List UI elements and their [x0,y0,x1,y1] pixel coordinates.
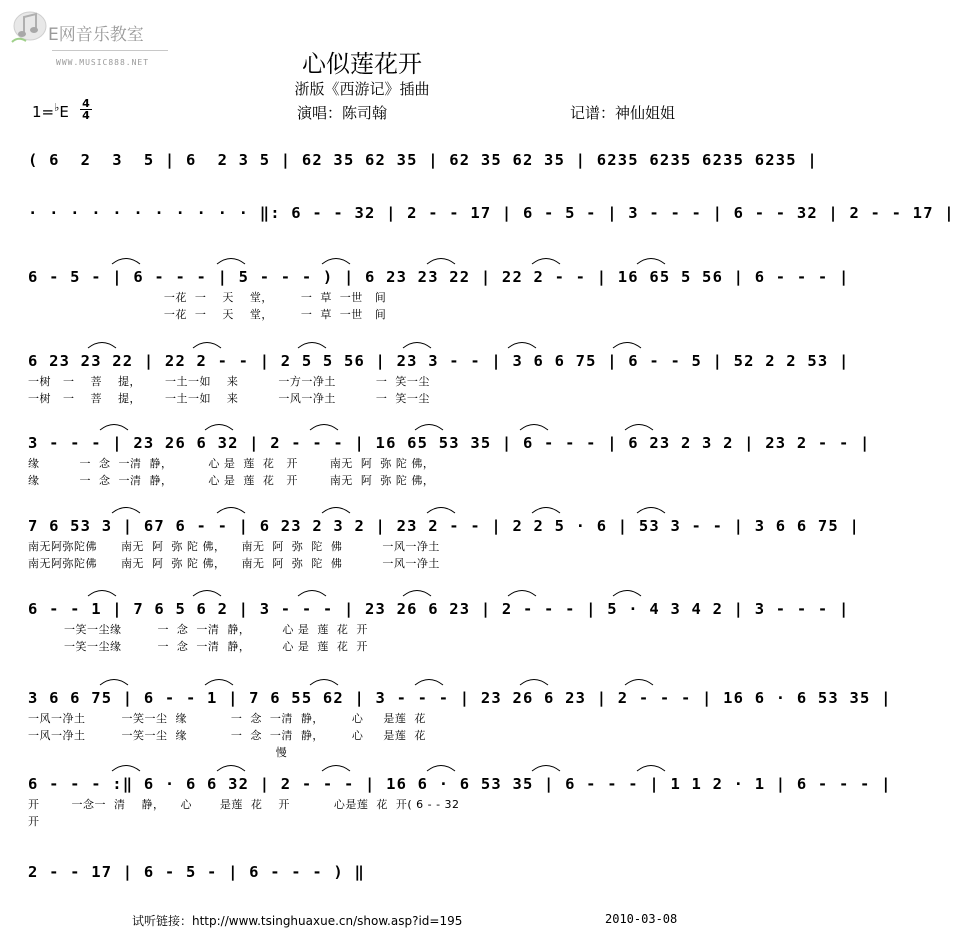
lyric-line: 一树 一 菩 提， 一土一如 来 一方一净土 一 笑一尘 [28,375,430,388]
score-line [28,148,818,172]
slur-arc [322,508,350,514]
key-letter: E [59,103,69,121]
slur-arc [637,259,665,265]
slur-arc [112,508,140,514]
score-line [28,772,892,830]
score-line [28,349,850,407]
music-note-logo-icon [8,8,50,46]
slur-arc [100,425,128,431]
lyric-line: 一风一净土 一笑一尘 缘 一 念 一清 静， 心 是莲 花 [28,712,426,725]
slur-arc [532,508,560,514]
lyric-line: 开 [28,815,40,828]
slur-arc [112,259,140,265]
slur-arc [625,425,653,431]
slur-arc [217,508,245,514]
slur-arc [193,343,221,349]
score-line [28,860,700,884]
slur-arc [217,766,245,772]
slur-arc [520,680,548,686]
slur-arc [205,425,233,431]
lyric-line: 慢 [28,746,288,759]
slur-arc [415,425,443,431]
slur-arc [298,343,326,349]
slur-arc [310,425,338,431]
listen-link[interactable]: 试听链接：http://www.tsinghuaxue.cn/show.asp?id=195 [132,914,463,928]
score-line [28,686,892,761]
slur-arc [427,259,455,265]
slur-arc [532,259,560,265]
key-signature [32,101,69,121]
meter-top: 4 [82,97,90,110]
song-title: 心似莲花开 [302,50,422,78]
lyric-line: 开 一念一 清 静， 心 是莲 花 开 心是莲 花 开( 6 - - 32 [28,798,460,811]
key-prefix: 1= [32,103,55,121]
notation-line: 6 23 23 22 | 22 2 - - | 2 5 5 56 | 23 3 - - | 3 6 6 75 | 6 - - 5 | 52 2 2 53 | [28,352,850,370]
slur-arc [508,591,536,597]
score-line [28,514,861,572]
slur-arc [403,591,431,597]
site-url: WWW.MUSIC888.NET [56,58,150,67]
slur-arc [88,591,116,597]
meter-bottom: 4 [80,109,92,121]
slur-arc [613,343,641,349]
score-line [28,265,850,323]
notation-line: 2 - - 17 | 6 - 5 - | 6 - - - ) ‖ [28,863,366,881]
lyric-line: 缘 一 念 一清 静， 心 是 莲 花 开 南无 阿 弥 陀 佛， [28,474,435,487]
slur-arc [520,425,548,431]
lyric-line: 一花 一 天 堂， 一 草 一世 间 [28,291,387,304]
slur-arc [322,259,350,265]
notation-line: 6 - - 1 | 7 6 5 6 2 | 3 - - - | 23 26 6 23 | 2 - - - | 5 · 4 3 4 2 | 3 - - - | [28,600,850,618]
slur-arc [508,343,536,349]
transcriber-credit: 记谱：神仙姐姐 [570,104,676,122]
song-subtitle: 浙版《西游记》插曲 [294,80,430,98]
slur-arc [310,680,338,686]
slur-arc [217,259,245,265]
slur-arc [532,766,560,772]
slur-arc [427,508,455,514]
score-line [28,597,850,655]
slur-arc [427,766,455,772]
flat-sign: ♭ [54,101,60,114]
slur-arc [403,343,431,349]
notation-line: · · · · · · · · · · · ‖: 6 - - 32 | 2 - - 17 | 6 - 5 - | 3 - - - | 6 - - 32 | 2 - - 17 | [28,204,955,222]
slur-arc [88,343,116,349]
slur-arc [625,680,653,686]
slur-arc [637,766,665,772]
slur-arc [298,591,326,597]
score-line [28,201,955,225]
slur-arc [637,508,665,514]
notation-line: 6 - - - :‖ 6 · 6 6 32 | 2 - - - | 16 6 · 6 53 35 | 6 - - - | 1 1 2 · 1 | 6 - - - | [28,775,892,793]
lyric-line: 一笑一尘缘 一 念 一清 静， 心 是 莲 花 开 [28,623,368,636]
slur-arc [205,680,233,686]
notation-line: 6 - 5 - | 6 - - - | 5 - - - ) | 6 23 23 22 | 22 2 - - | 16 65 5 56 | 6 - - - | [28,268,850,286]
notation-line: 7 6 53 3 | 67 6 - - | 6 23 2 3 2 | 23 2 - - | 2 2 5 · 6 | 53 3 - - | 3 6 6 75 | [28,517,861,535]
notation-line: ( 6 2 3 5 | 6 2 3 5 | 62 35 62 35 | 62 35 62 35 | 6235 6235 6235 6235 | [28,151,818,169]
date-stamp: 2010-03-08 [605,912,678,926]
singer-credit: 演唱：陈司翰 [297,104,388,122]
slur-arc [100,680,128,686]
site-name: E网音乐教室 [48,25,144,45]
lyric-line: 一笑一尘缘 一 念 一清 静， 心 是 莲 花 开 [28,640,368,653]
lyric-line: 一花 一 天 堂， 一 草 一世 间 [28,308,387,321]
slur-arc [415,680,443,686]
notation-line: 3 6 6 75 | 6 - - 1 | 7 6 55 62 | 3 - - - | 23 26 6 23 | 2 - - - | 16 6 · 6 53 35 | [28,689,892,707]
lyric-line: 南无阿弥陀佛 南无 阿 弥 陀 佛， 南无 阿 弥 陀 佛 一风一净土 [28,540,440,553]
time-signature [80,98,92,121]
lyric-line: 南无阿弥陀佛 南无 阿 弥 陀 佛， 南无 阿 弥 陀 佛 一风一净土 [28,557,440,570]
slur-arc [322,766,350,772]
notation-line: 3 - - - | 23 26 6 32 | 2 - - - | 16 65 53 35 | 6 - - - | 6 23 2 3 2 | 23 2 - - | [28,434,871,452]
lyric-line: 一树 一 菩 提， 一土一如 来 一风一净土 一 笑一尘 [28,392,430,405]
lyric-line: 一风一净土 一笑一尘 缘 一 念 一清 静， 心 是莲 花 [28,729,426,742]
slur-arc [613,591,641,597]
score-line [28,431,871,489]
slur-arc [112,766,140,772]
lyric-line: 缘 一 念 一清 静， 心 是 莲 花 开 南无 阿 弥 陀 佛， [28,457,435,470]
slur-arc [193,591,221,597]
